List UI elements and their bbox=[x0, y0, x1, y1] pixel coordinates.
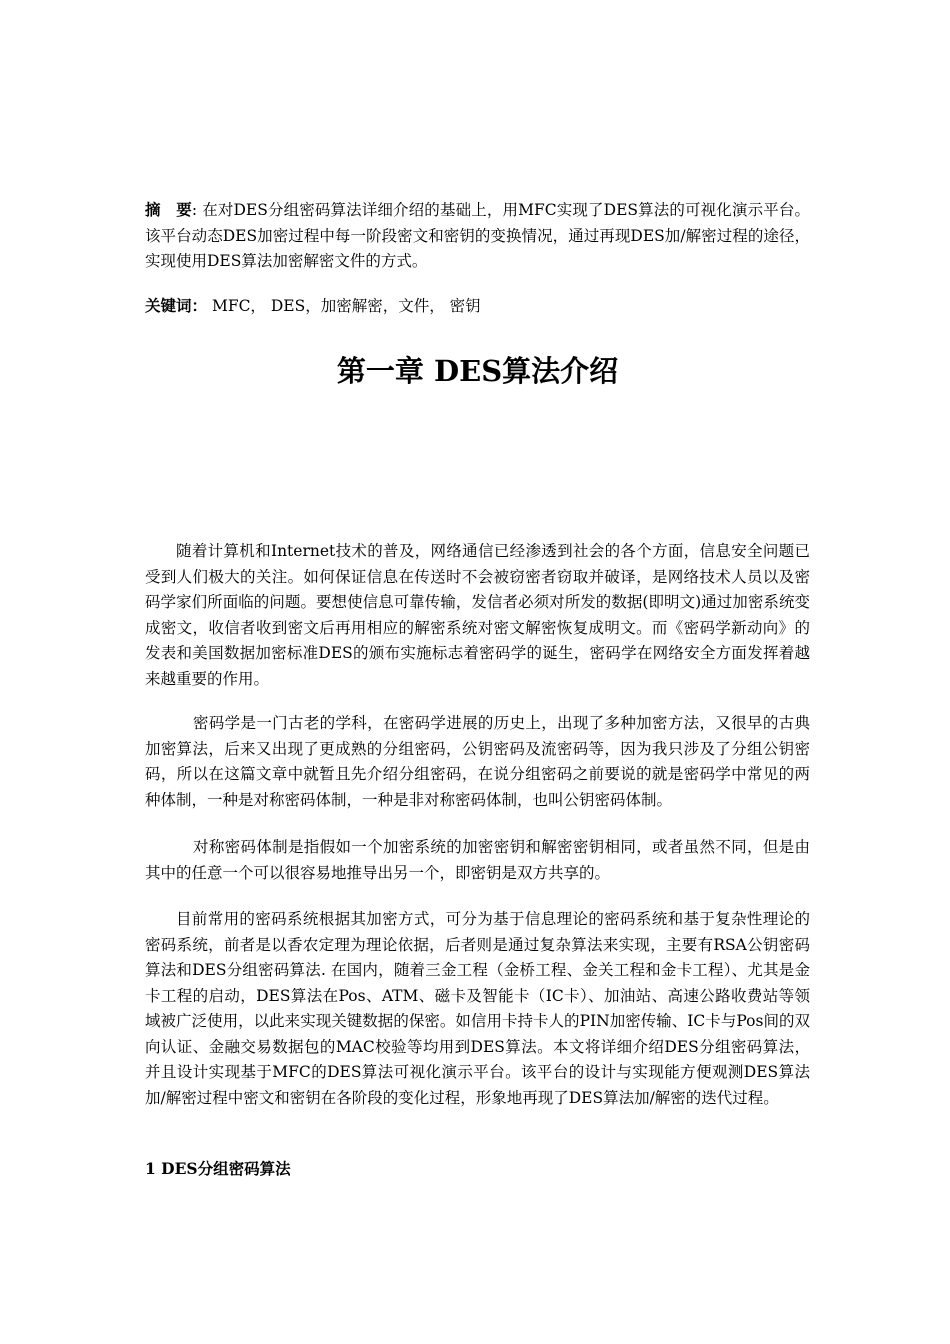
chapter-title: 第一章 DES算法介绍 bbox=[336, 354, 619, 388]
abstract bbox=[145, 197, 810, 275]
paragraph-text: 对称密码体制是指假如一个加密系统的加密密钥和解密密钥相同，或者虽然不同，但是由其中的任意一个可以很容易地推导出另一个，即密钥是双方共享的。 bbox=[145, 838, 810, 882]
abstract-label: 摘 要 bbox=[145, 200, 192, 219]
keywords-label: 关键词： bbox=[145, 296, 208, 315]
section-heading-text: 1 DES分组密码算法 bbox=[145, 1159, 291, 1178]
paragraph-3 bbox=[145, 835, 810, 886]
section-heading bbox=[145, 1156, 810, 1182]
abstract-separator: : bbox=[191, 201, 203, 219]
paragraph-1 bbox=[145, 539, 810, 692]
paragraph-2 bbox=[145, 711, 810, 813]
keywords bbox=[145, 293, 810, 320]
paragraph-4 bbox=[145, 907, 810, 1111]
abstract-text: 在对DES分组密码算法详细介绍的基础上，用MFC实现了DES算法的可视化演示平台。该平台动态DES加密过程中每一阶段密文和密钥的变换情况，通过再现DES加/解密过程的途径，实现使用DES算法加密解密文件的方式。 bbox=[145, 201, 810, 270]
paragraph-text: 密码学是一门古老的学科，在密码学进展的历史上，出现了多种加密方法，又很早的古典加密算法，后来又出现了更成熟的分组密码，公钥密码及流密码等，因为我只涉及了分组公钥密码，所以在这篇文章中就暂且先介绍分组密码，在说分组密码之前要说的就是密码学中常见的两种体制，一种是对称密码体制，一种是非对称密码体制，也叫公钥密码体制。 bbox=[145, 714, 810, 809]
paragraph-text: 随着计算机和Internet技术的普及，网络通信已经渗透到社会的各个方面，信息安全问题已受到人们极大的关注。如何保证信息在传送时不会被窃密者窃取并破译，是网络技术人员以及密码学家们所面临的问题。要想使信息可靠传输，发信者必须对所发的数据(即明文)通过加密系统变成密文，收信者收到密文后再用相应的解密系统对密文解密恢复成明文。而《密码学新动向》的发表和美国数据加密标准DES的颁布实施标志着密码学的诞生，密码学在网络安全方面发挥着越来越重要的作用。 bbox=[145, 542, 810, 688]
keywords-text: MFC， DES，加密解密，文件， 密钥 bbox=[207, 297, 481, 315]
paragraph-text: 目前常用的密码系统根据其加密方式，可分为基于信息理论的密码系统和基于复杂性理论的密码系统，前者是以香农定理为理论依据，后者则是通过复杂算法来实现，主要有RSA公钥密码算法和DES分组密码算法. 在国内，随着三金工程（金桥工程、金关工程和金卡工程）、尤其是金卡工程的启动，DES算法在Pos、ATM、磁卡及智能卡（IC卡）、加油站、高速公路收费站等领域被广泛使用，以此来实现关键数据的保密。如信用卡持卡人的PIN加密传输、IC卡与Pos间的双向认证、金融交易数据包的MAC校验等均用到DES算法。本文将详细介绍DES分组密码算法，并且设计实现基于MFC的DES算法可视化演示平台。该平台的设计与实现能方便观测DES算法加/解密过程中密文和密钥在各阶段的变化过程，形象地再现了DES算法加/解密的迭代过程。 bbox=[145, 910, 810, 1107]
